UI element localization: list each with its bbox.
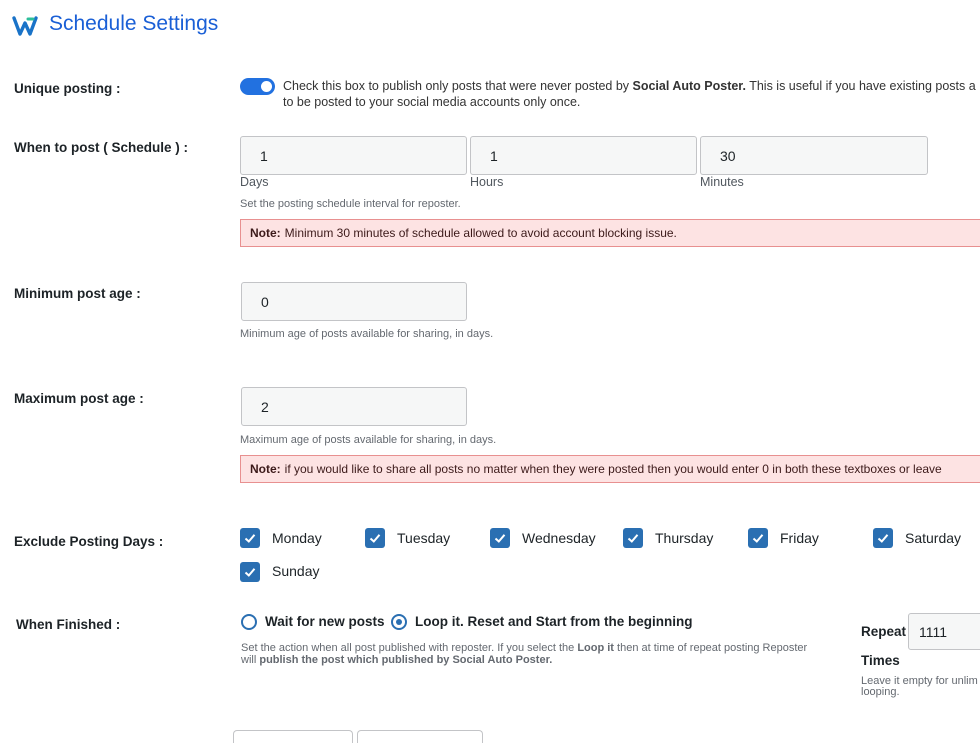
wednesday-label: Wednesday bbox=[522, 530, 596, 546]
schedule-note: Note: Minimum 30 minutes of schedule allowed to avoid account blocking issue. bbox=[240, 219, 980, 247]
wordpress-w-icon bbox=[12, 14, 38, 38]
schedule-label: When to post ( Schedule ) : bbox=[14, 140, 188, 155]
wait-radio[interactable] bbox=[241, 614, 257, 630]
repeat-label: Repeat bbox=[861, 624, 907, 639]
when-finished-label: When Finished : bbox=[16, 617, 121, 632]
exclude-days-label: Exclude Posting Days : bbox=[14, 534, 164, 549]
tuesday-label: Tuesday bbox=[397, 530, 451, 546]
min-age-input[interactable]: 0 bbox=[241, 282, 467, 321]
wait-option-label: Wait for new posts bbox=[265, 614, 385, 629]
checkmark-icon bbox=[876, 531, 890, 545]
saturday-label: Saturday bbox=[905, 530, 962, 546]
checkmark-icon bbox=[626, 531, 640, 545]
times-label: Times bbox=[861, 653, 900, 668]
monday-checkbox[interactable] bbox=[240, 528, 260, 548]
unique-posting-description: Check this box to publish only posts that were never posted by Social Auto Poster. This is useful if you have existing posts a to be posted to your social media accounts only once. bbox=[283, 79, 976, 109]
sunday-checkbox[interactable] bbox=[240, 562, 260, 582]
tuesday-checkbox[interactable] bbox=[365, 528, 385, 548]
repeat-times-input[interactable]: 1111 bbox=[908, 613, 980, 650]
max-age-input[interactable]: 2 bbox=[241, 387, 467, 426]
loop-radio[interactable] bbox=[391, 614, 407, 630]
schedule-hint: Set the posting schedule interval for reposter. bbox=[240, 198, 461, 210]
checkmark-icon bbox=[243, 565, 257, 579]
friday-label: Friday bbox=[780, 530, 819, 546]
save-button[interactable] bbox=[233, 730, 353, 743]
repeat-hint: Leave it empty for unlim looping. bbox=[861, 675, 978, 698]
schedule-days-input[interactable]: 1 bbox=[240, 136, 467, 175]
minutes-label: Minutes bbox=[700, 175, 744, 189]
min-age-hint: Minimum age of posts available for sharing, in days. bbox=[240, 328, 494, 340]
thursday-checkbox[interactable] bbox=[623, 528, 643, 548]
toggle-knob bbox=[261, 81, 272, 92]
loop-option-label: Loop it. Reset and Start from the beginning bbox=[415, 614, 693, 629]
thursday-label: Thursday bbox=[655, 530, 714, 546]
reset-button[interactable] bbox=[357, 730, 483, 743]
unique-posting-toggle[interactable] bbox=[240, 78, 275, 95]
friday-checkbox[interactable] bbox=[748, 528, 768, 548]
hours-label: Hours bbox=[470, 175, 504, 189]
sunday-label: Sunday bbox=[272, 563, 320, 579]
when-finished-description: Set the action when all post published with reposter. If you select the Loop it then at time of repeat posting Reposter will publish the post which published by Social Auto Poster. bbox=[241, 642, 808, 666]
wednesday-checkbox[interactable] bbox=[490, 528, 510, 548]
days-label: Days bbox=[240, 175, 269, 189]
max-age-note: Note: if you would like to share all posts no matter when they were posted then you would enter 0 in both these textboxes or leave bbox=[240, 455, 980, 483]
checkmark-icon bbox=[243, 531, 257, 545]
monday-label: Monday bbox=[272, 530, 322, 546]
min-age-label: Minimum post age : bbox=[14, 286, 141, 301]
saturday-checkbox[interactable] bbox=[873, 528, 893, 548]
page-title: Schedule Settings bbox=[49, 12, 219, 35]
schedule-hours-input[interactable]: 1 bbox=[470, 136, 697, 175]
checkmark-icon bbox=[493, 531, 507, 545]
checkmark-icon bbox=[368, 531, 382, 545]
schedule-minutes-input[interactable]: 30 bbox=[700, 136, 928, 175]
unique-posting-label: Unique posting : bbox=[14, 81, 121, 96]
checkmark-icon bbox=[751, 531, 765, 545]
max-age-hint: Maximum age of posts available for sharing, in days. bbox=[240, 434, 497, 446]
max-age-label: Maximum post age : bbox=[14, 391, 144, 406]
